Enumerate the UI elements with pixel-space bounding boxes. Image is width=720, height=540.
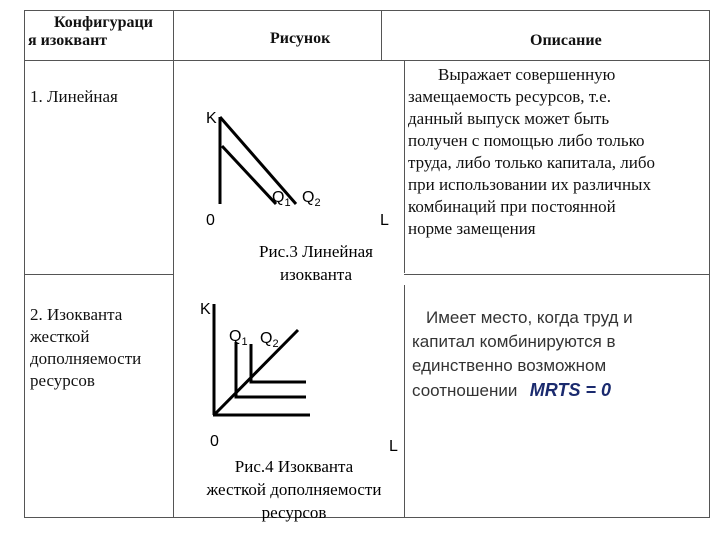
row2-caption-line2: жесткой дополняемости	[206, 480, 382, 499]
row2-config-line-4: ресурсов	[30, 371, 95, 390]
row2-axis-x-label: L	[389, 438, 398, 455]
row2-caption-line3: ресурсов	[261, 503, 327, 522]
row1-q2-label: $Q_2$	[302, 189, 321, 209]
row2-desc-line-3: единственно возможном	[412, 356, 607, 375]
row2-isoquant-q1	[236, 342, 306, 397]
row1-config: 1. Линейная	[30, 87, 118, 106]
row2-origin-label: 0	[210, 433, 219, 450]
isoquant-table	[24, 10, 710, 522]
header-description: Описание	[530, 32, 602, 49]
row1-axis-x-label: L	[380, 212, 389, 229]
row1-axis-y-label: K	[206, 110, 217, 127]
row1-caption-line1: Рис.3 Линейная	[259, 242, 373, 261]
table-border-left	[24, 10, 25, 518]
row1-desc-line-5: труда, либо только капитала, либо	[408, 153, 655, 172]
column-divider-2-row1	[404, 60, 405, 273]
table-border-top	[24, 10, 710, 11]
row1-q1-label: $Q_1$	[272, 189, 291, 209]
row1-desc-line-6: при использовании их различных	[408, 175, 651, 194]
column-divider-2-row2	[404, 285, 405, 518]
row2-config-line-3: дополняемости	[30, 349, 142, 368]
row1-description	[408, 64, 704, 240]
row2-config-line-2: жесткой	[30, 327, 90, 346]
row1-desc-line-4: получен с помощью либо только	[408, 131, 645, 150]
header-config-line1: Конфигураци	[54, 14, 153, 31]
row1-desc-line-1: Выражает совершенную	[438, 65, 616, 84]
row2-q2-label: $Q_2$	[260, 330, 279, 350]
row1-desc-line-3: данный выпуск может быть	[408, 109, 610, 128]
header-figure: Рисунок	[270, 30, 331, 47]
row2-caption-line1: Рис.4 Изокванта	[234, 457, 354, 476]
row1-desc-line-7: комбинаций при постоянной	[408, 197, 616, 216]
row2-formula: MRTS = 0	[529, 380, 611, 400]
row1-origin-label: 0	[206, 212, 215, 229]
row2-desc-line-4-wrap	[412, 378, 706, 402]
row1-isoquant-q1	[222, 146, 276, 204]
row1-desc-line-8: норме замещения	[408, 219, 536, 238]
row1-desc-line-2: замещаемость ресурсов, т.е.	[408, 87, 611, 106]
row2-axis-y-label: K	[200, 301, 211, 318]
table-border-right	[709, 10, 710, 518]
row2-desc-line-1: Имеет место, когда труд и	[426, 308, 633, 327]
row1-isoquant-q2	[220, 117, 296, 204]
row2-q1-label: $Q_1$	[229, 328, 248, 348]
row1-caption-line2: изокванта	[279, 265, 353, 284]
column-divider-2-header	[381, 10, 382, 60]
row2-config	[30, 304, 170, 392]
row-divider-1-left	[24, 274, 173, 275]
row-divider-1-right	[404, 274, 710, 275]
complementary-isoquant-chart	[174, 284, 402, 522]
row2-description	[412, 306, 706, 402]
row2-desc-line-4: соотношении	[412, 381, 518, 400]
row2-config-line-1: 2. Изокванта	[30, 305, 123, 324]
linear-isoquant-chart	[174, 61, 402, 284]
row2-desc-line-2: капитал комбинируются в	[412, 332, 616, 351]
row2-expansion-path	[214, 330, 298, 415]
header-config-line2: я изоквант	[28, 32, 108, 49]
